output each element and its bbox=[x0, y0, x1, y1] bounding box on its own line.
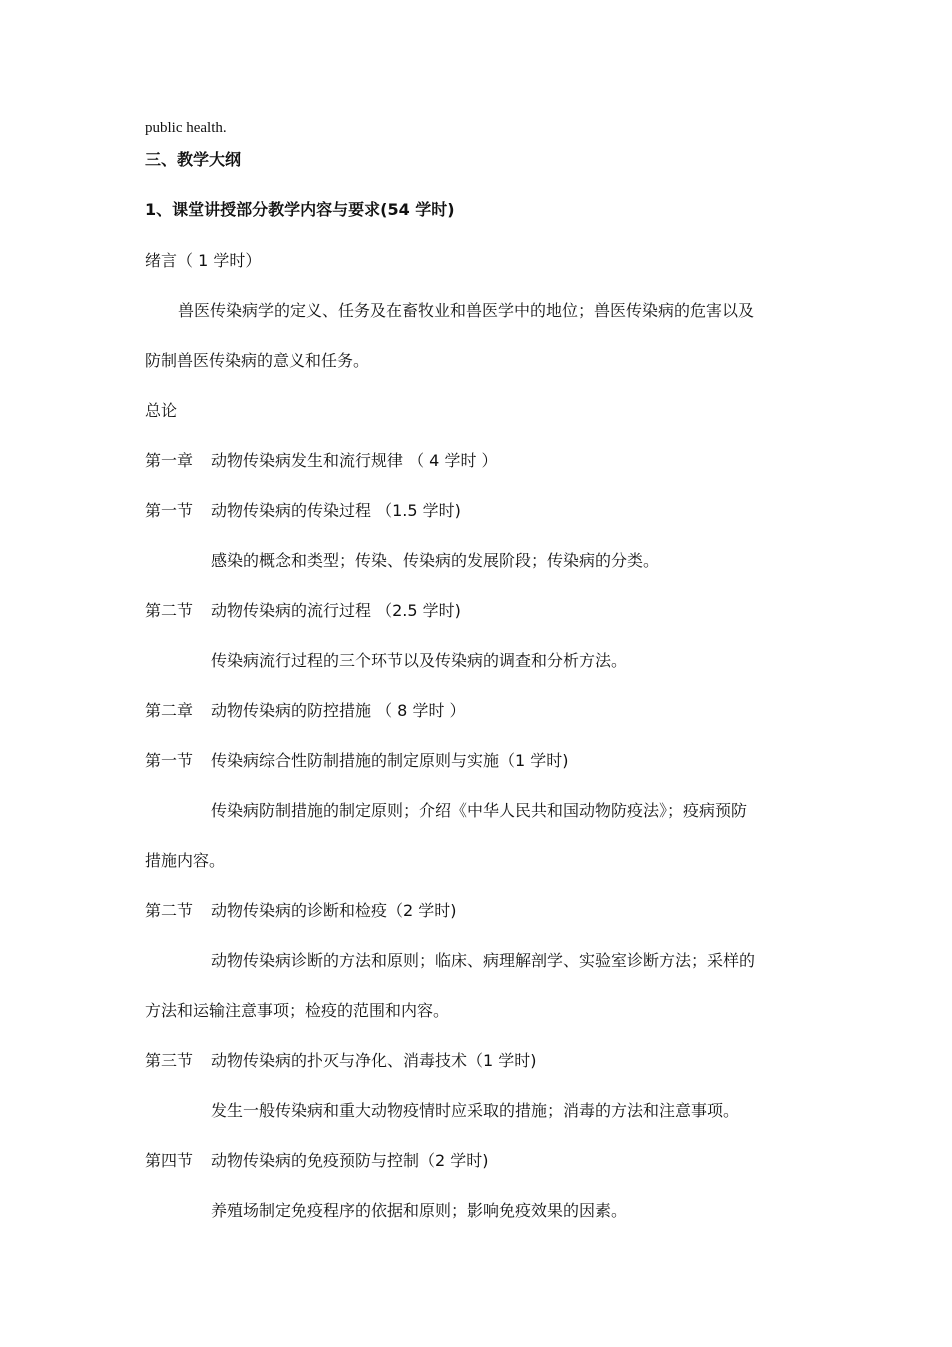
section-line bbox=[145, 901, 457, 921]
section-title: 动物传染病的流行过程 （2.5 学时) bbox=[211, 601, 461, 620]
paragraph-line: 传染病防制措施的制定原则；介绍《中华人民共和国动物防疫法》；疫病预防 bbox=[211, 801, 748, 820]
section-label: 第四节 bbox=[145, 1151, 194, 1170]
paragraph-line: 方法和运输注意事项；检疫的范围和内容。 bbox=[145, 1001, 450, 1020]
chapter-title: 动物传染病发生和流行规律 （ 4 学时 ） bbox=[211, 451, 498, 470]
paragraph-line: 发生一般传染病和重大动物疫情时应采取的措施；消毒的方法和注意事项。 bbox=[211, 1101, 740, 1120]
section-title: 传染病综合性防制措施的制定原则与实施（1 学时) bbox=[211, 751, 569, 770]
section-title: 动物传染病的传染过程 （1.5 学时) bbox=[211, 501, 461, 520]
paragraph-line: 措施内容。 bbox=[145, 851, 226, 870]
chapter-label: 第一章 bbox=[145, 451, 194, 470]
chapter-heading bbox=[145, 451, 498, 471]
text-line: public health. bbox=[145, 120, 227, 136]
heading-introduction: 绪言（ 1 学时） bbox=[145, 251, 262, 270]
section-line bbox=[145, 1051, 537, 1071]
subsection-heading: 1、课堂讲授部分教学内容与要求(54 学时) bbox=[145, 200, 455, 219]
chapter-label: 第二章 bbox=[145, 701, 194, 720]
paragraph-line: 兽医传染病学的定义、任务及在畜牧业和兽医学中的地位；兽医传染病的危害以及 bbox=[178, 301, 755, 320]
section-label: 第一节 bbox=[145, 751, 194, 770]
section-line bbox=[145, 501, 461, 521]
paragraph-line: 感染的概念和类型；传染、传染病的发展阶段；传染病的分类。 bbox=[211, 551, 660, 570]
section-label: 第一节 bbox=[145, 501, 194, 520]
chapter-heading bbox=[145, 701, 466, 721]
section-label: 第二节 bbox=[145, 901, 194, 920]
section-line bbox=[145, 751, 569, 771]
section-title: 动物传染病的扑灭与净化、消毒技术（1 学时) bbox=[211, 1051, 537, 1070]
chapter-title: 动物传染病的防控措施 （ 8 学时 ） bbox=[211, 701, 466, 720]
heading-general: 总论 bbox=[145, 401, 178, 420]
paragraph-line: 动物传染病诊断的方法和原则；临床、病理解剖学、实验室诊断方法；采样的 bbox=[211, 951, 756, 970]
paragraph-line: 防制兽医传染病的意义和任务。 bbox=[145, 351, 370, 370]
section-title: 动物传染病的诊断和检疫（2 学时) bbox=[211, 901, 457, 920]
section-heading: 三、教学大纲 bbox=[145, 150, 242, 169]
section-line bbox=[145, 1151, 489, 1171]
section-label: 第二节 bbox=[145, 601, 194, 620]
section-title: 动物传染病的免疫预防与控制（2 学时) bbox=[211, 1151, 489, 1170]
paragraph-line: 传染病流行过程的三个环节以及传染病的调查和分析方法。 bbox=[211, 651, 628, 670]
section-label: 第三节 bbox=[145, 1051, 194, 1070]
paragraph-line: 养殖场制定免疫程序的依据和原则；影响免疫效果的因素。 bbox=[211, 1201, 628, 1220]
section-line bbox=[145, 601, 461, 621]
